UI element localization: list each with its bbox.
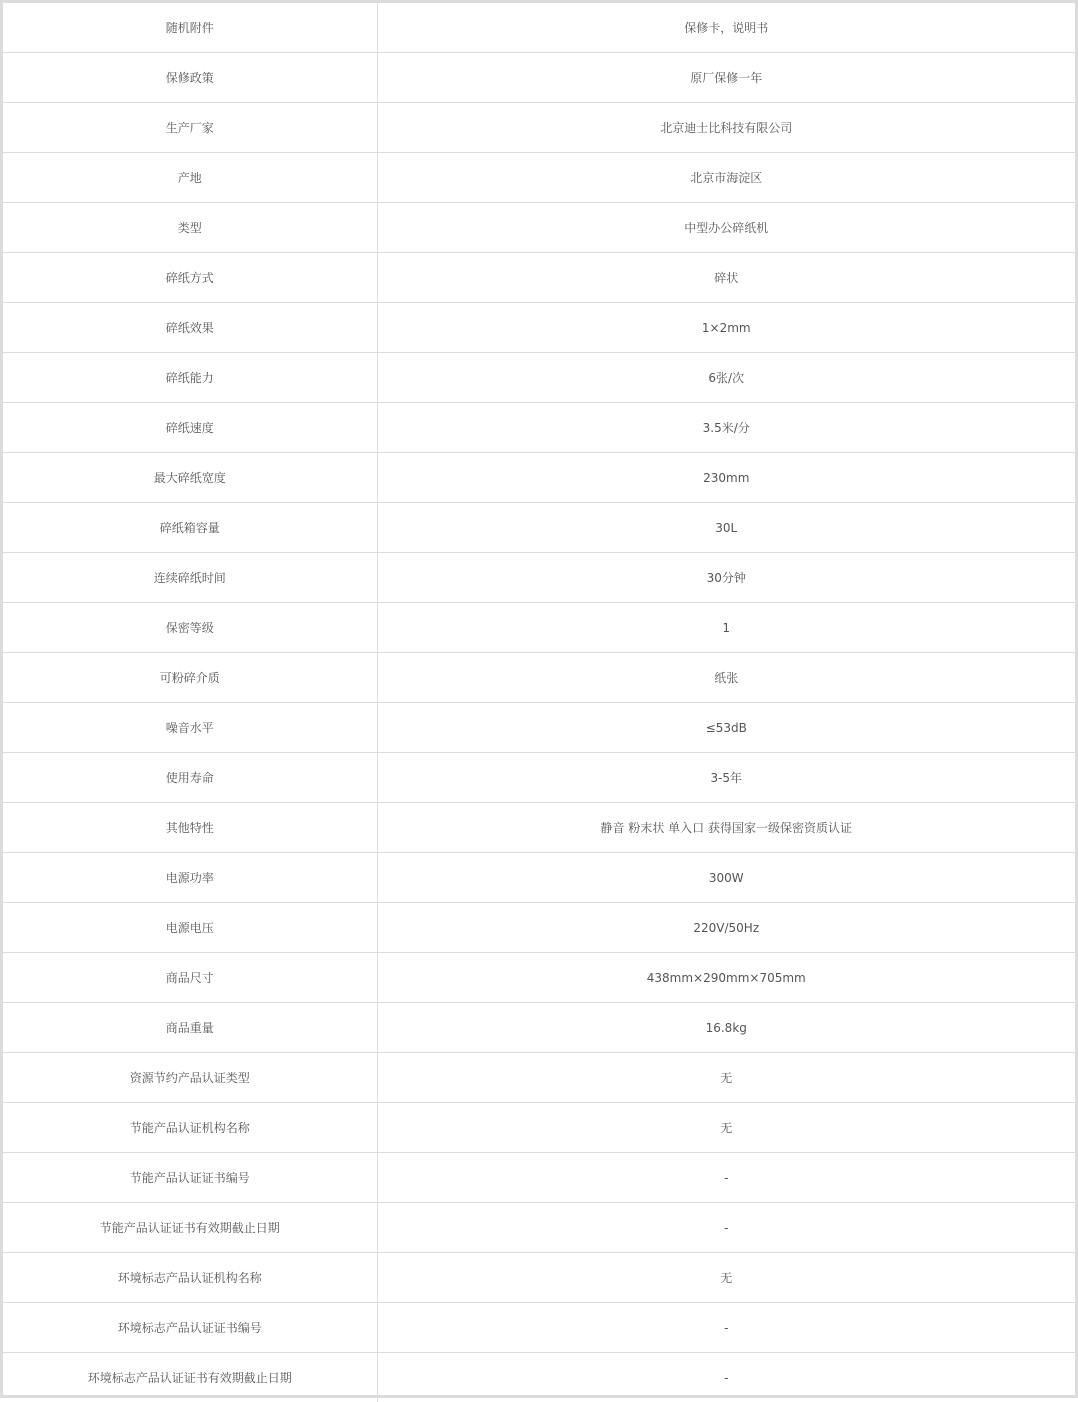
spec-value: 原厂保修一年	[377, 53, 1075, 103]
spec-label: 环境标志产品认证证书编号	[3, 1303, 377, 1353]
spec-label: 碎纸方式	[3, 253, 377, 303]
spec-value: 保修卡，说明书	[377, 3, 1075, 53]
spec-label: 碎纸速度	[3, 403, 377, 453]
spec-label: 碎纸能力	[3, 353, 377, 403]
spec-value: 6张/次	[377, 353, 1075, 403]
table-row	[3, 1153, 1075, 1203]
table-row	[3, 1053, 1075, 1103]
spec-label: 类型	[3, 203, 377, 253]
spec-value: 220V/50Hz	[377, 903, 1075, 953]
spec-label: 最大碎纸宽度	[3, 453, 377, 503]
table-row	[3, 603, 1075, 653]
table-row	[3, 1103, 1075, 1153]
spec-label: 节能产品认证证书有效期截止日期	[3, 1203, 377, 1253]
spec-label: 随机附件	[3, 3, 377, 53]
spec-table-body	[3, 3, 1075, 1402]
spec-value: 3.5米/分	[377, 403, 1075, 453]
table-row	[3, 403, 1075, 453]
spec-label: 碎纸箱容量	[3, 503, 377, 553]
spec-value: 438mm×290mm×705mm	[377, 953, 1075, 1003]
table-row	[3, 1203, 1075, 1253]
spec-label: 商品重量	[3, 1003, 377, 1053]
spec-value: 230mm	[377, 453, 1075, 503]
spec-label: 碎纸效果	[3, 303, 377, 353]
table-row	[3, 553, 1075, 603]
spec-value: 无	[377, 1053, 1075, 1103]
spec-value: 16.8kg	[377, 1003, 1075, 1053]
table-row	[3, 453, 1075, 503]
spec-value: 无	[377, 1253, 1075, 1303]
table-row	[3, 303, 1075, 353]
spec-label: 噪音水平	[3, 703, 377, 753]
table-row	[3, 103, 1075, 153]
spec-label: 可粉碎介质	[3, 653, 377, 703]
spec-label: 节能产品认证证书编号	[3, 1153, 377, 1203]
table-row	[3, 853, 1075, 903]
spec-label: 电源电压	[3, 903, 377, 953]
spec-label: 资源节约产品认证类型	[3, 1053, 377, 1103]
table-row	[3, 653, 1075, 703]
spec-value: 纸张	[377, 653, 1075, 703]
spec-table	[3, 3, 1075, 1402]
spec-value: -	[377, 1153, 1075, 1203]
spec-value: ≤53dB	[377, 703, 1075, 753]
spec-value: 碎状	[377, 253, 1075, 303]
spec-value: 北京市海淀区	[377, 153, 1075, 203]
spec-value: 1	[377, 603, 1075, 653]
table-row	[3, 353, 1075, 403]
spec-label: 环境标志产品认证证书有效期截止日期	[3, 1353, 377, 1402]
table-row	[3, 703, 1075, 753]
table-row	[3, 3, 1075, 53]
spec-label: 商品尺寸	[3, 953, 377, 1003]
spec-value: 30L	[377, 503, 1075, 553]
spec-value: 3-5年	[377, 753, 1075, 803]
table-row	[3, 503, 1075, 553]
table-row	[3, 903, 1075, 953]
spec-value: 300W	[377, 853, 1075, 903]
table-row	[3, 1253, 1075, 1303]
spec-label: 其他特性	[3, 803, 377, 853]
spec-value: 中型办公碎纸机	[377, 203, 1075, 253]
table-row	[3, 203, 1075, 253]
table-row	[3, 1003, 1075, 1053]
spec-value: 无	[377, 1103, 1075, 1153]
spec-label: 使用寿命	[3, 753, 377, 803]
table-row	[3, 253, 1075, 303]
spec-label: 环境标志产品认证机构名称	[3, 1253, 377, 1303]
spec-label: 节能产品认证机构名称	[3, 1103, 377, 1153]
table-row	[3, 803, 1075, 853]
spec-label: 保修政策	[3, 53, 377, 103]
table-row	[3, 53, 1075, 103]
table-row	[3, 1303, 1075, 1353]
spec-value: -	[377, 1303, 1075, 1353]
spec-value: -	[377, 1203, 1075, 1253]
table-row	[3, 753, 1075, 803]
spec-value: -	[377, 1353, 1075, 1402]
table-row	[3, 153, 1075, 203]
table-row	[3, 1353, 1075, 1402]
spec-value: 北京迪士比科技有限公司	[377, 103, 1075, 153]
spec-value: 静音 粉末状 单入口 获得国家一级保密资质认证	[377, 803, 1075, 853]
spec-label: 生产厂家	[3, 103, 377, 153]
spec-label: 连续碎纸时间	[3, 553, 377, 603]
spec-value: 1×2mm	[377, 303, 1075, 353]
spec-label: 保密等级	[3, 603, 377, 653]
spec-value: 30分钟	[377, 553, 1075, 603]
table-row	[3, 953, 1075, 1003]
spec-label: 电源功率	[3, 853, 377, 903]
spec-label: 产地	[3, 153, 377, 203]
